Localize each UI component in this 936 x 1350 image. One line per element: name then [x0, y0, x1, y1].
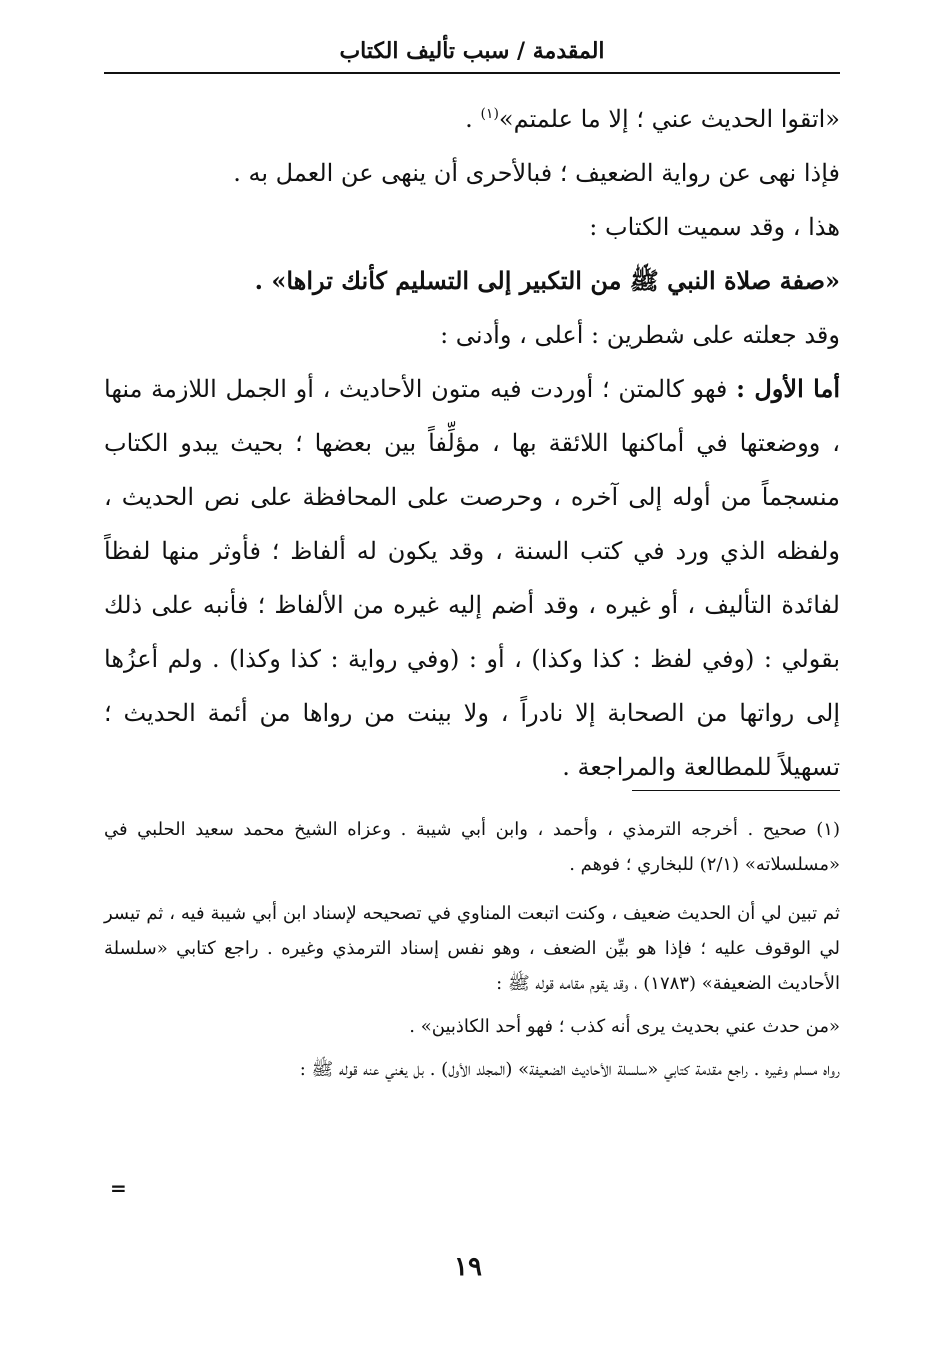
paragraph-first-part: [104, 362, 840, 794]
book-title: «صفة صلاة النبي ﷺ من التكبير إلى التسليم كأنك تراها» .: [254, 266, 840, 295]
hadith-quote-end: .: [465, 105, 481, 133]
paragraph-weak-narration: فإذا نهى عن رواية الضعيف ؛ فبالأحرى أن ينهى عن العمل به .: [233, 159, 840, 187]
footnote-1: (١) صحيح . أخرجه الترمذي ، وأحمد ، وابن أبي شيبة . وعزاه الشيخ محمد سعيد الحلبي في «مسلسلاته» (٢/١) للبخاري ؛ فوهم .: [104, 819, 840, 875]
paragraph-two-parts: وقد جعلته على شطرين : أعلى ، وأدنى :: [440, 321, 840, 349]
running-header: المقدمة / سبب تأليف الكتاب: [339, 38, 605, 64]
header-rule: [104, 72, 840, 74]
footnote-final: رواه مسلم وغيره . راجع مقدمة كتابي «سلسلة الأحاديث الضعيفة» (المجلد الأول) . بل يغني عنه قوله ﷺ :: [299, 1059, 840, 1080]
hadith-quote-paragraph: [104, 92, 840, 146]
main-text: [104, 92, 840, 794]
footnote-rule: [632, 790, 840, 791]
footnote-continuation: ثم تبين لي أن الحديث ضعيف ، وكنت اتبعت المناوي في تصحيحه لإسناد ابن أبي شيبة فيه ، ثم تيسر لي الوقوف عليه ؛ فإذا هو بيِّن الضعف ، وهو نفس إسناد الترمذي وغيره . راجع كتابي «سلسلة الأحاديث الضعيفة» (١٧٨٣) ، وقد يقوم مقامه قوله ﷺ :: [104, 903, 840, 994]
page-number: ١٩: [454, 1252, 482, 1282]
continuation-mark: =: [110, 1176, 127, 1200]
paragraph-book-naming: هذا ، وقد سميت الكتاب :: [589, 213, 840, 241]
first-part-lead: أما الأول :: [736, 374, 840, 403]
footnote-quote: «من حدث عني بحديث يرى أنه كذب ؛ فهو أحد الكاذبين» .: [409, 1016, 840, 1037]
first-part-text: فهو كالمتن ؛ أوردت فيه متون الأحاديث ، أو الجمل اللازمة منها ، ووضعتها في أماكنها اللائقة بها ، مؤلِّفاً بين بعضها ؛ بحيث يبدو الكتاب منسجماً من أوله إلى آخره ، وحرصت على المحافظة على نص الحديث ، ولفظه الذي ورد في كتب السنة ، وقد يكون له ألفاظ ؛ فأوثر منها لفظاً لفائدة التأليف ، أو غيره ، وقد أضم إليه غيره من الألفاظ ؛ فأنبه على ذلك بقولي : (وفي لفظ : كذا وكذا) ، أو : (وفي رواية : كذا وكذا) . ولم أعزُها إلى رواتها من الصحابة إلا نادراً ، ولا بينت من رواها من أئمة الحديث ؛ تسهيلاً للمطالعة والمراجعة .: [104, 375, 841, 781]
footnote-ref: (١): [480, 106, 499, 122]
hadith-quote: «اتقوا الحديث عني ؛ إلا ما علمتم»: [498, 105, 840, 133]
footnotes: [104, 812, 840, 1101]
